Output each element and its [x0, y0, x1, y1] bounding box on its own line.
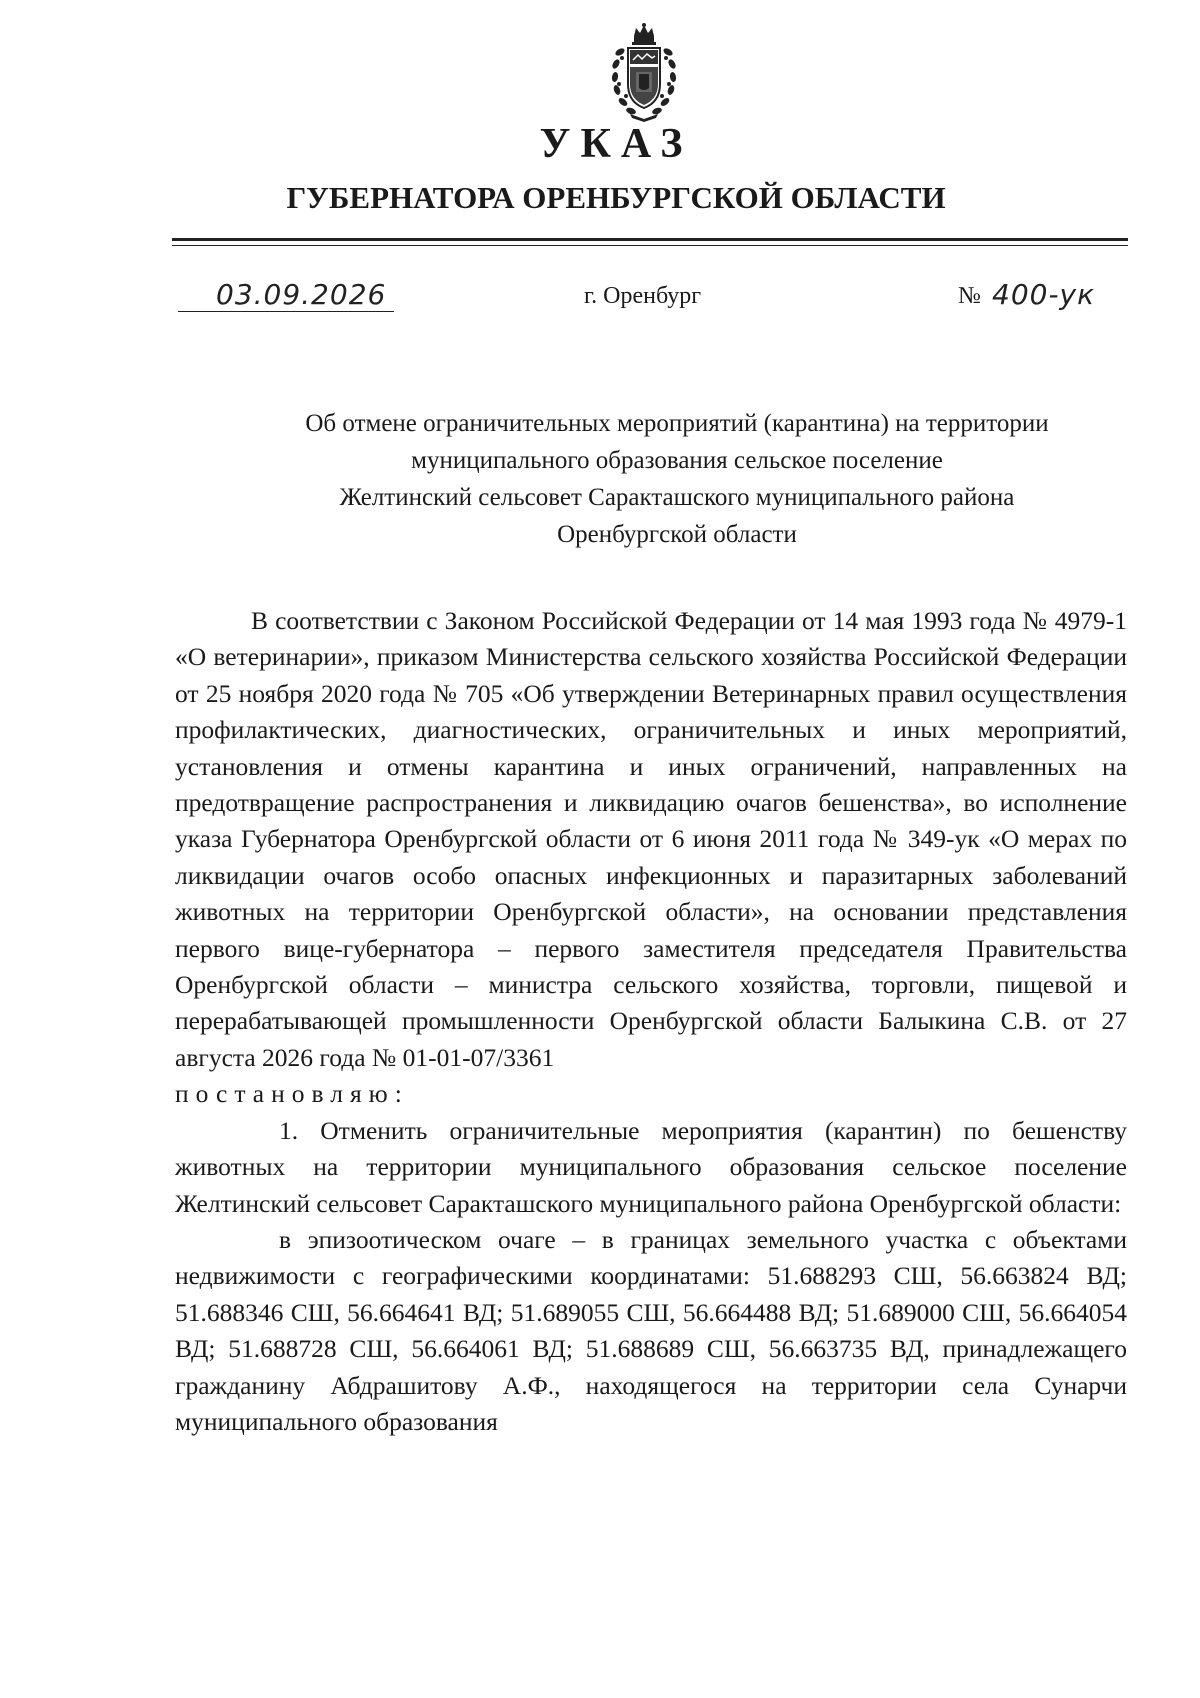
city-label: г. Оренбург [584, 283, 702, 309]
item-1-detail-paragraph: в эпизоотическом очаге – в границах земельного участка с объектами недвижимости с географическими координатами: 51.688293 СШ, 56.663824 ВД; 51.688346 СШ, 56.664641 ВД; 51.689055 СШ, 56.664488 ВД; 51.689000 СШ, 56.664054 ВД; 51.688728 СШ, 56.664061 ВД; 51.688689 СШ, 56.663735 ВД, принадлежащего гражданину Абдрашитову А.Ф., находящегося на территории села Сунарчи муниципального образования [175, 1224, 1127, 1436]
handwritten-number: 400-ук [992, 278, 1096, 311]
document-type-heading: УКАЗ [539, 121, 693, 167]
subject-line: Желтинский сельсовет Саракташского муниципального района [339, 484, 1015, 511]
resolve-word: постановляю: [175, 1079, 409, 1109]
document-subject [172, 405, 1182, 553]
header-rule-thick [172, 238, 1128, 241]
coat-of-arms-emblem [606, 22, 682, 122]
document-body [175, 603, 1127, 1440]
preamble-paragraph: В соответствии с Законом Российской Федерации от 14 мая 1993 года № 4979-1 «О ветеринарии», приказом Министерства сельского хозяйства Российской Федерации от 25 ноября 2020 года № 705 «Об утверждении Ветеринарных правил осуществления профилактических, диагностических, ограничительных и иных мероприятий, установления и отмены карантина и иных ограничений, направленных на предотвращение распространения и ликвидацию очагов бешенства», во исполнение указа Губернатора Оренбургской области от 6 июня 2011 года № 349-ук «О мерах по ликвидации очагов особо опасных инфекционных и паразитарных заболеваний животных на территории Оренбургской области», на основании представления первого вице-губернатора – первого заместителя председателя Правительства Оренбургской области – министра сельского хозяйства, торговли, пищевой и перерабатывающей промышленности Оренбургской области Балыкина С.В. от 27 августа 2026 года № 01-01-07/3361 [175, 606, 1127, 1072]
header-rule-thin [172, 245, 1128, 246]
item-1-paragraph: 1. Отменить ограничительные мероприятия (карантин) по бешенству животных на территории муниципального образования сельское поселение Желтинский сельсовет Саракташского муниципального района Оренбургской области: [175, 1115, 1127, 1218]
subject-line: муниципального образования сельское поселение [411, 447, 943, 474]
number-field [958, 278, 1130, 322]
handwritten-date: 03.09.2026 [216, 278, 387, 311]
subject-line: Об отмене ограничительных мероприятий (карантина) на территории [305, 410, 1049, 437]
date-field [178, 278, 394, 318]
subject-line: Оренбургской области [557, 521, 797, 548]
number-sign: № [958, 283, 981, 309]
date-underline [178, 311, 394, 313]
issuer-heading: ГУБЕРНАТОРА ОРЕНБУРГСКОЙ ОБЛАСТИ [286, 180, 946, 215]
